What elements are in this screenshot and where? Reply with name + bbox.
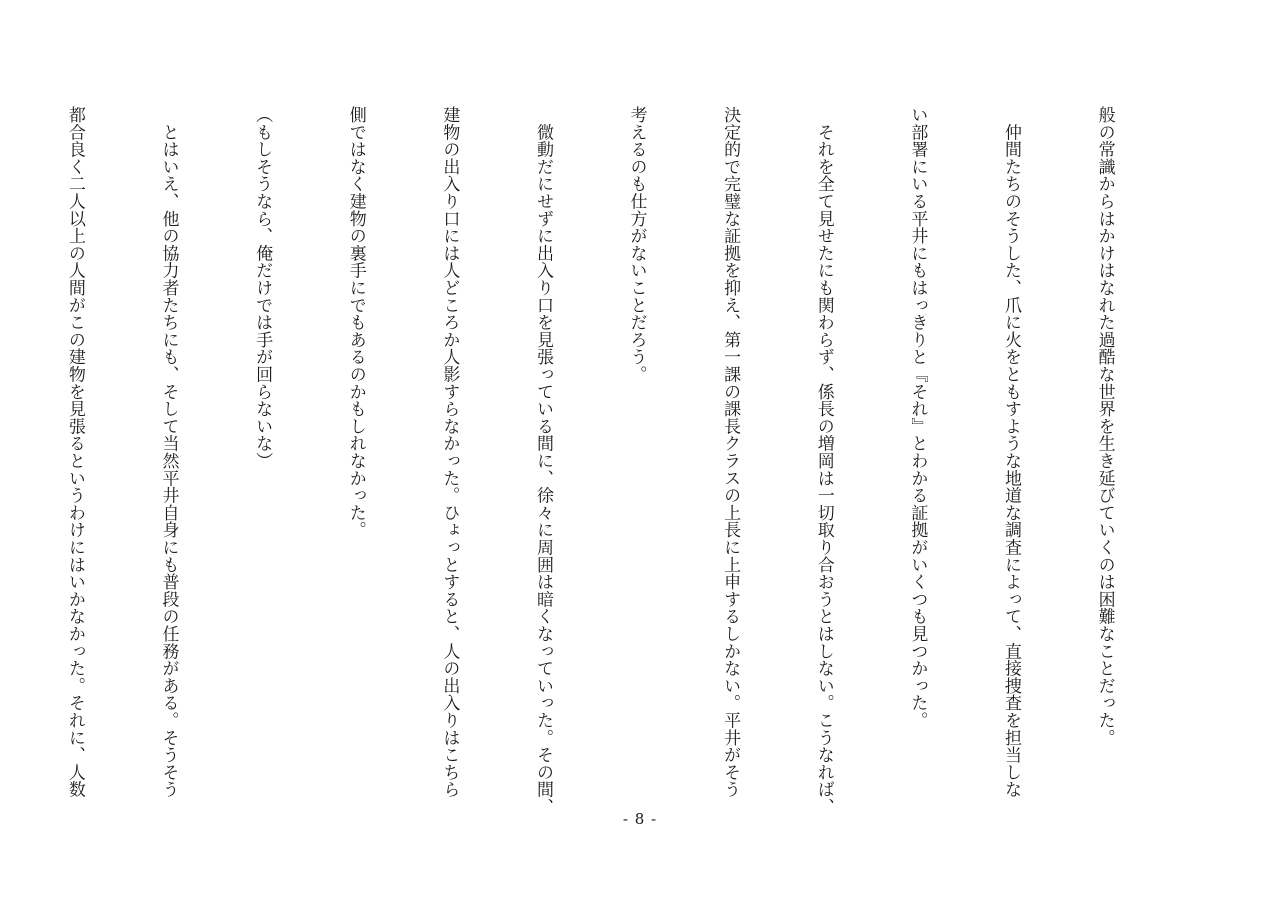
- text-line: 側ではなく建物の裏手にでもあるのかもしれなかった。: [345, 106, 366, 539]
- text-line: （もしそうなら、俺だけでは手が回らないな）: [252, 106, 273, 470]
- text-line: 決定的で完璧な証拠を抑え、第一課の課長クラスの上長に上申するしかない。平井がそう: [720, 106, 741, 798]
- text-line: 考えるのも仕方がないことだろう。: [626, 106, 647, 383]
- body-text: [0, 106, 1182, 816]
- text-line: 建物の出入り口には人どころか人影すらなかった。ひょっとすると、人の出入りはこちら: [439, 106, 460, 798]
- text-line: 仲間たちのそうした、爪に火をともすような地道な調査によって、直接捜査を担当しな: [1000, 106, 1021, 798]
- text-line: 微動だにせずに出入り口を見張っている間に、徐々に周囲は暗くなっていった。その間、: [532, 106, 553, 816]
- text-line: 都合良く二人以上の人間がこの建物を見張るというわけにはいかなかった。それに、人数: [64, 106, 85, 798]
- text-line: とはいえ、他の協力者たちにも、そして当然平井自身にも普段の任務がある。そうそう: [158, 106, 179, 798]
- text-line: それを全て見せたにも関わらず、係長の増岡は一切取り合おうとはしない。こうなれば、: [813, 106, 834, 816]
- text-line: い部署にいる平井にもはっきりと『それ』とわかる証拠がいくつも見つかった。: [907, 106, 928, 729]
- text-line: 般の常識からはかけはなれた過酷な世界を生き延びていくのは困難なことだった。: [1094, 106, 1115, 747]
- page-number: - 8 -: [622, 810, 658, 828]
